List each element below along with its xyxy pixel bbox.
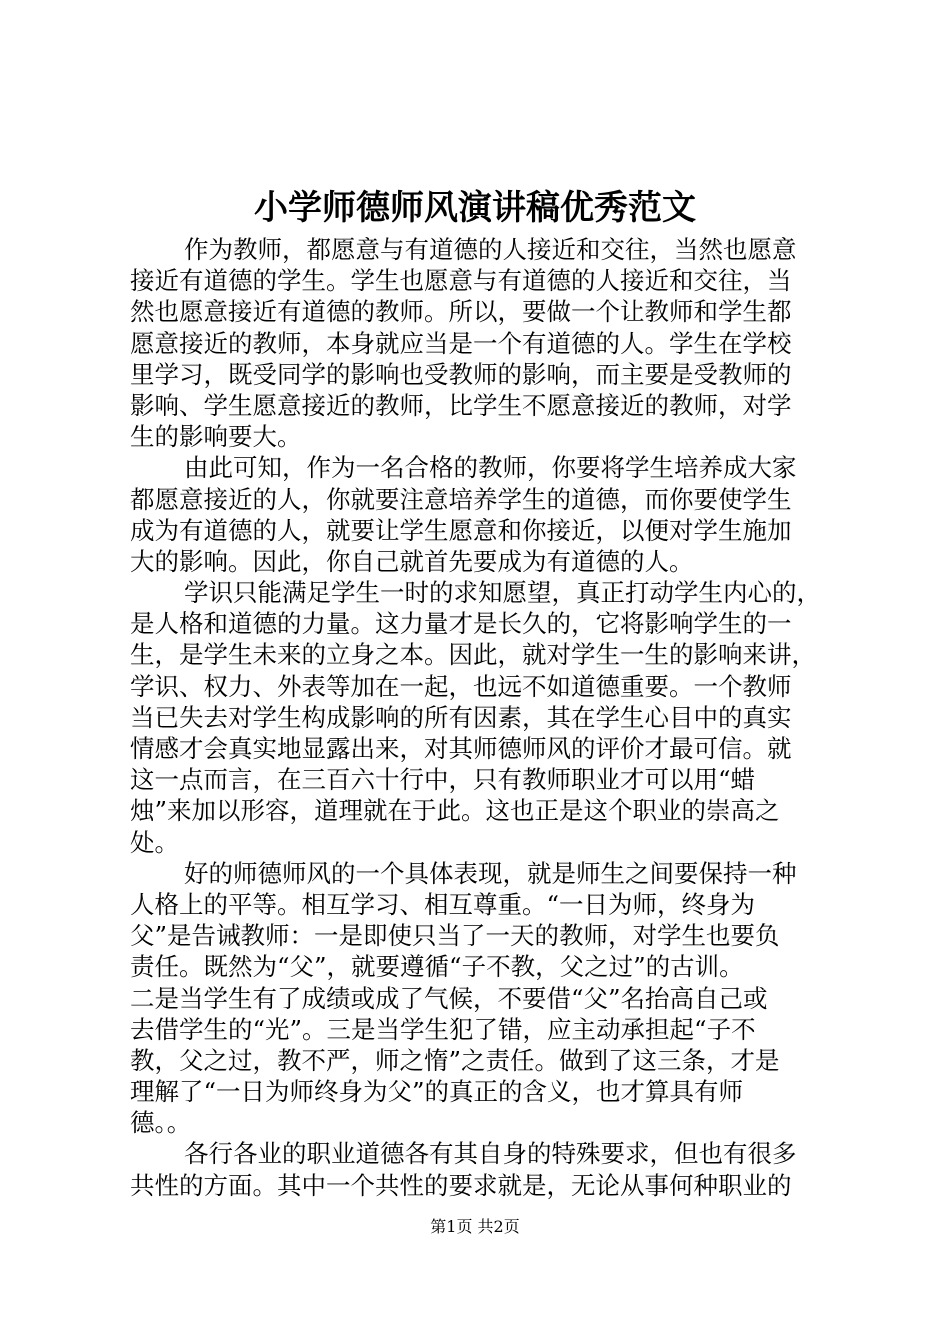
text-line: 接近有道德的学生。学生也愿意与有道德的人接近和交往，当	[130, 266, 792, 296]
text-line: 影响、学生愿意接近的教师，比学生不愿意接近的教师，对学	[130, 390, 792, 420]
text-line: 二是当学生有了成绩或成了气候，不要借“父”名抬高自己或	[130, 983, 768, 1013]
text-line: 责任。既然为“父”，就要遵循“子不教，父之过”的古训。	[130, 952, 744, 982]
text-line: 大的影响。因此，你自己就首先要成为有道德的人。	[130, 546, 694, 576]
text-line: 去借学生的“光”。三是当学生犯了错，应主动承担起“子不	[130, 1014, 756, 1044]
text-line: 学识只能满足学生一时的求知愿望，真正打动学生内心的，	[184, 578, 821, 608]
text-line: 成为有道德的人，就要让学生愿意和你接近，以便对学生施加	[130, 515, 792, 545]
text-line: 学识、权力、外表等加在一起，也远不如道德重要。一个教师	[130, 671, 792, 701]
text-line: 好的师德师风的一个具体表现，就是师生之间要保持一种	[184, 858, 797, 888]
text-line: 德。。	[130, 1108, 192, 1138]
text-line: 是人格和道德的力量。这力量才是长久的，它将影响学生的一	[130, 609, 792, 639]
text-line: 生的影响要大。	[130, 422, 302, 452]
text-line: 这一点而言，在三百六十行中，只有教师职业才可以用“蜡	[130, 765, 756, 795]
text-line: 愿意接近的教师，本身就应当是一个有道德的人。学生在学校	[130, 328, 792, 358]
text-line: 由此可知，作为一名合格的教师，你要将学生培养成大家	[184, 453, 797, 483]
page-footer: 第1页 共2页	[430, 1217, 520, 1236]
text-line: 教，父之过，教不严，师之惰”之责任。做到了这三条，才是	[130, 1045, 780, 1075]
text-line: 各行各业的职业道德各有其自身的特殊要求，但也有很多	[184, 1139, 797, 1169]
text-line: 然也愿意接近有道德的教师。所以，要做一个让教师和学生都	[130, 297, 792, 327]
text-line: 理解了“一日为师终身为父”的真正的含义，也才算具有师	[130, 1077, 744, 1107]
text-line: 烛”来加以形容，道理就在于此。这也正是这个职业的崇高之	[130, 796, 780, 826]
text-line: 共性的方面。其中一个共性的要求就是，无论从事何种职业的	[130, 1170, 792, 1200]
text-line: 父”是告诫教师：一是即使只当了一天的教师，对学生也要负	[130, 921, 780, 951]
text-line: 都愿意接近的人，你就要注意培养学生的道德，而你要使学生	[130, 484, 792, 514]
text-line: 人格上的平等。相互学习、相互尊重。“一日为师，终身为	[130, 889, 756, 919]
text-line: 当已失去对学生构成影响的所有因素，其在学生心目中的真实	[130, 702, 792, 732]
document-title: 小学师德师风演讲稿优秀范文	[254, 188, 696, 228]
text-line: 作为教师，都愿意与有道德的人接近和交往，当然也愿意	[184, 235, 797, 264]
text-line: 里学习，既受同学的影响也受教师的影响，而主要是受教师的	[130, 359, 792, 389]
text-line: 生，是学生未来的立身之本。因此，就对学生一生的影响来讲，	[130, 640, 816, 670]
text-line: 情感才会真实地显露出来，对其师德师风的评价才最可信。就	[130, 734, 792, 763]
text-line: 处。	[130, 827, 179, 857]
document-body	[130, 234, 832, 1201]
